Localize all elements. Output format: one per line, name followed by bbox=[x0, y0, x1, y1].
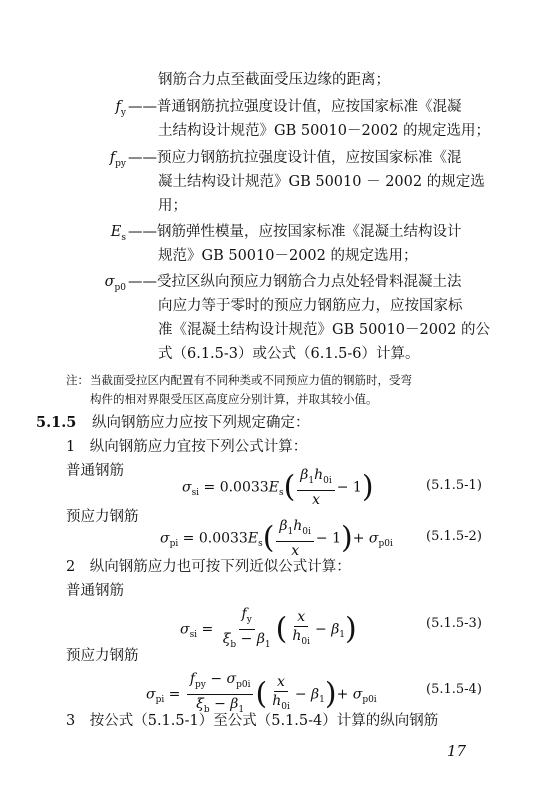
label-ordinary-rebar-1: 普通钢筋 bbox=[66, 463, 124, 479]
equation-number-2: (5.1.5-2) bbox=[426, 529, 482, 544]
section-number: 5.1.5 bbox=[36, 414, 77, 431]
def-sp0-line2: 向应力等于零时的预应力钢筋应力，应按国家标 bbox=[158, 298, 463, 314]
def-fy-line2: 土结构设计规范》GB 50010－2002 的规定选用； bbox=[158, 123, 490, 139]
equation-number-3: (5.1.5-3) bbox=[426, 616, 482, 631]
def-fy-line1: ——普通钢筋抗拉强度设计值，应按国家标准《混凝 bbox=[128, 99, 462, 115]
def-fpy-line2: 凝土结构设计规范》GB 50010 － 2002 的规定选 bbox=[158, 174, 485, 190]
equation-number-4: (5.1.5-4) bbox=[426, 682, 482, 697]
formula-5-1-5-1: $\sigma_{si} = 0.0033E_s$( $\frac{\beta_1h_{0i}}{x}$ − 1) bbox=[182, 467, 374, 508]
note-line2: 构件的相对界限受压区高度应分别计算，并取其较小值。 bbox=[90, 392, 378, 406]
formula-5-1-5-4: $\sigma_{pi}$ = $\frac{f_{py} - \sigma_{p0i}}{\xi_b - \beta_1}$ ( $\frac{x}{h_{0i}}$ − $\beta_1)+ \sigma_{p0i}$ bbox=[146, 671, 377, 715]
note-line1: 当截面受拉区内配置有不同种类或不同预应力值的钢筋时，受弯 bbox=[90, 373, 412, 387]
def-fpy-line1: ——预应力钢筋抗拉强度设计值，应按国家标准《混 bbox=[128, 150, 462, 166]
def-es-line2: 规范》GB 50010－2002 的规定选用； bbox=[158, 248, 418, 264]
label-prestress-rebar-1: 预应力钢筋 bbox=[66, 509, 139, 525]
formula-5-1-5-2: $\sigma_{pi} = 0.0033E_s$( $\frac{\beta_1h_{0i}}{x}$ − $1)+ \sigma_{p0i}$ bbox=[160, 518, 393, 559]
symbol-es: $E_s$ bbox=[110, 224, 126, 243]
label-ordinary-rebar-2: 普通钢筋 bbox=[66, 583, 124, 599]
item-3: 3 按公式（5.1.5-1）至公式（5.1.5-4）计算的纵向钢筋 bbox=[66, 713, 439, 729]
def-fpy-line3: 用； bbox=[158, 198, 187, 214]
symbol-fpy: $f_{py}$ bbox=[109, 150, 126, 169]
note-label: 注： bbox=[66, 373, 89, 387]
item-2: 2 纵向钢筋应力也可按下列近似公式计算： bbox=[66, 559, 351, 575]
item-1: 1 纵向钢筋应力宜按下列公式计算： bbox=[66, 439, 308, 455]
page-number: 17 bbox=[447, 742, 467, 760]
formula-5-1-5-3: $\sigma_{si}$ = $\frac{f_y}{\xi_b - \beta_1}$ ( $\frac{x}{h_{0i}}$ − $\beta_1$) bbox=[180, 606, 357, 650]
symbol-sigma-p0: $\sigma_{p0}$ bbox=[104, 274, 126, 293]
def-sp0-line1: ——受拉区纵向预应力钢筋合力点处轻骨料混凝土法 bbox=[128, 274, 462, 290]
symbol-fy: $f_y$ bbox=[115, 99, 126, 118]
section-title: 纵向钢筋应力应按下列规定确定： bbox=[92, 415, 310, 431]
def-continuation-line: 钢筋合力点至截面受压边缘的距离； bbox=[158, 72, 390, 88]
def-es-line1: ——钢筋弹性模量，应按国家标准《混凝土结构设计 bbox=[128, 224, 462, 240]
equation-number-1: (5.1.5-1) bbox=[426, 478, 482, 493]
def-sp0-line3: 准《混凝土结构设计规范》GB 50010－2002 的公 bbox=[158, 322, 490, 338]
label-prestress-rebar-2: 预应力钢筋 bbox=[66, 648, 139, 664]
def-sp0-line4: 式（6.1.5-3）或公式（6.1.5-6）计算。 bbox=[158, 346, 420, 362]
